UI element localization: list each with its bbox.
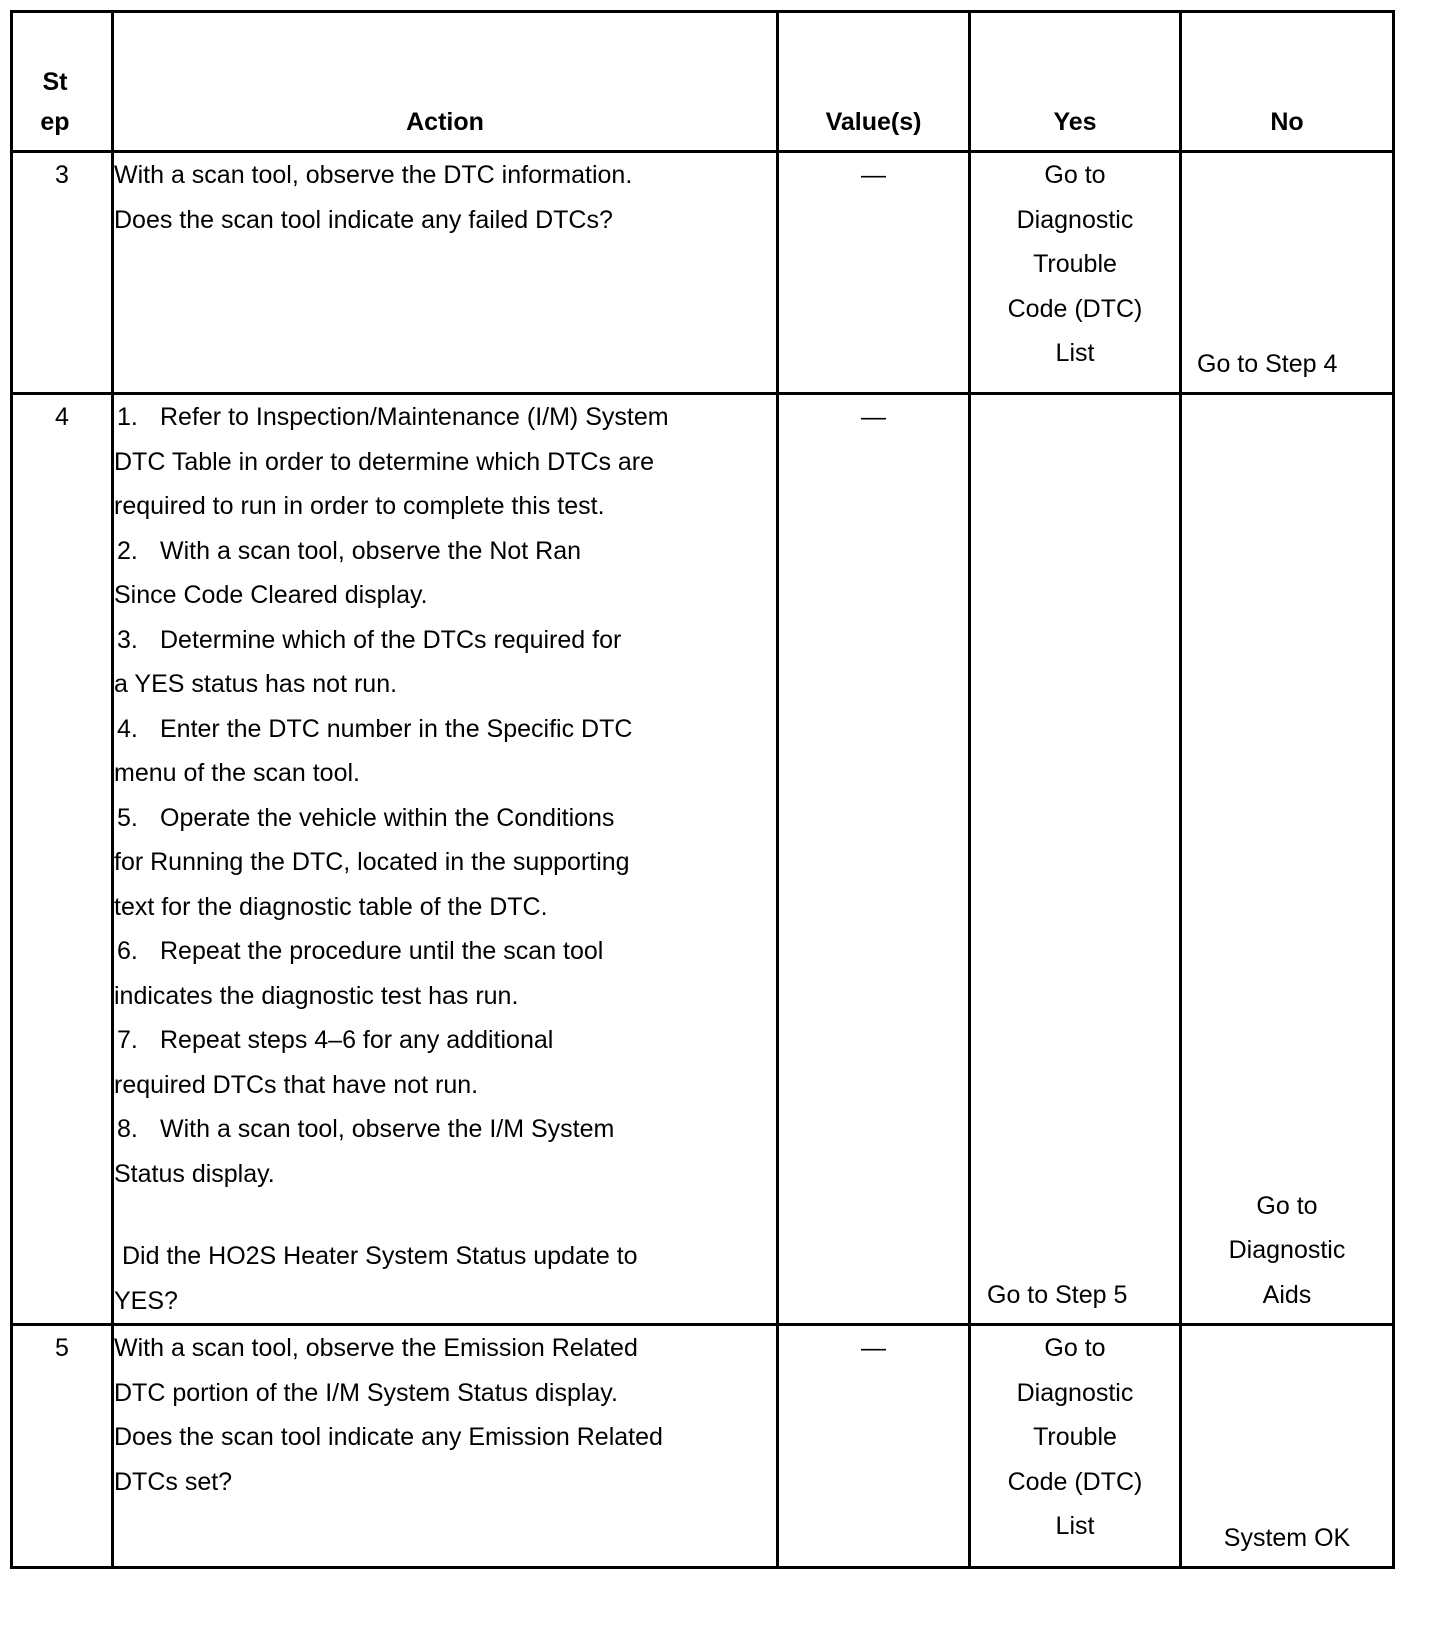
list-item [114, 395, 776, 440]
no-line: Go to [1256, 1191, 1318, 1220]
item-text: required to run in order to complete this test. [114, 492, 605, 520]
item-number: 3. [117, 625, 138, 654]
yes-cell[interactable] [970, 152, 1181, 394]
list-item [114, 929, 776, 974]
action-line: With a scan tool, observe the Emission Related [114, 1334, 638, 1362]
yes-line: Code (DTC) [1007, 294, 1143, 323]
yes-line: Code (DTC) [1007, 1467, 1143, 1496]
value-cell: — [778, 1325, 970, 1568]
table-row [12, 394, 1394, 1325]
list-item [114, 1018, 776, 1063]
no-link[interactable]: Go to Step 4 [1197, 349, 1338, 378]
no-line: Diagnostic [1228, 1236, 1346, 1264]
header-row [12, 12, 1394, 152]
no-cell[interactable] [1181, 152, 1394, 394]
table-row [12, 152, 1394, 394]
list-item [114, 618, 776, 663]
action-line: With a scan tool, observe the DTC information. [114, 161, 633, 189]
action-cell [113, 1325, 778, 1568]
item-text: DTC Table in order to determine which DTCs are [114, 447, 655, 476]
no-link[interactable] [1182, 1184, 1392, 1318]
step-number: 4 [12, 394, 113, 1325]
item-text: Repeat the procedure until the scan tool [160, 937, 604, 965]
yes-line: Go to [1044, 161, 1106, 189]
no-line: Aids [1262, 1280, 1312, 1309]
item-text: menu of the scan tool. [114, 759, 360, 787]
table-row [12, 1325, 1394, 1568]
item-text: Operate the vehicle within the Conditions [160, 803, 615, 832]
item-text: text for the diagnostic table of the DTC. [114, 892, 548, 921]
diagnostic-table [10, 10, 1395, 1569]
item-text: for Running the DTC, located in the supporting [114, 848, 630, 876]
item-text: Since Code Cleared display. [114, 581, 428, 609]
value-cell: — [778, 152, 970, 394]
action-cell [113, 394, 778, 1325]
item-text: required DTCs that have not run. [114, 1070, 479, 1099]
item-text: Repeat steps 4–6 for any additional [160, 1026, 554, 1054]
item-text: With a scan tool, observe the I/M System [160, 1115, 615, 1143]
item-number: 8. [117, 1115, 138, 1143]
item-number: 7. [117, 1026, 138, 1054]
list-item [114, 1107, 776, 1152]
item-number: 6. [117, 937, 138, 965]
item-number: 4. [117, 714, 138, 743]
header-step-line1: St [42, 68, 68, 96]
yes-line: List [1055, 339, 1095, 367]
value-cell: — [778, 394, 970, 1325]
item-number: 1. [117, 403, 138, 431]
yes-line: List [1055, 1512, 1095, 1540]
action-line: Does the scan tool indicate any Emission Related [114, 1423, 663, 1451]
question-line: YES? [114, 1286, 178, 1315]
item-text: a YES status has not run. [114, 670, 398, 698]
list-item [114, 707, 776, 752]
item-text: Determine which of the DTCs required for [160, 625, 622, 654]
question-line: Did the HO2S Heater System Status update to [122, 1242, 638, 1270]
yes-line: Diagnostic [1016, 1378, 1134, 1407]
action-cell [113, 152, 778, 394]
list-item [114, 529, 776, 574]
action-line: DTC portion of the I/M System Status display. [114, 1378, 618, 1407]
item-text: Refer to Inspection/Maintenance (I/M) System [160, 403, 669, 431]
list-item [114, 796, 776, 841]
header-no: No [1181, 12, 1394, 152]
yes-link[interactable]: Go to Step 5 [987, 1280, 1128, 1309]
item-text: Enter the DTC number in the Specific DTC [160, 714, 633, 743]
no-link[interactable]: System OK [1223, 1523, 1351, 1552]
action-line: DTCs set? [114, 1467, 233, 1496]
header-step [12, 12, 113, 152]
header-action: Action [113, 12, 778, 152]
no-cell[interactable] [1181, 394, 1394, 1325]
yes-line: Trouble [1033, 1423, 1117, 1451]
yes-line: Diagnostic [1016, 205, 1134, 234]
item-number: 2. [117, 536, 138, 565]
item-text: With a scan tool, observe the Not Ran [160, 536, 582, 565]
item-number: 5. [117, 803, 138, 832]
step-number: 3 [12, 152, 113, 394]
yes-line: Trouble [1033, 250, 1117, 278]
no-cell[interactable] [1181, 1325, 1394, 1568]
item-text: Status display. [114, 1159, 275, 1188]
step-number: 5 [12, 1325, 113, 1568]
yes-line: Go to [1044, 1334, 1106, 1362]
header-values: Value(s) [778, 12, 970, 152]
spacer [114, 1196, 776, 1234]
header-yes: Yes [970, 12, 1181, 152]
item-text: indicates the diagnostic test has run. [114, 981, 519, 1010]
yes-cell[interactable] [970, 394, 1181, 1325]
header-step-line2: ep [40, 108, 70, 136]
action-line: Does the scan tool indicate any failed DTCs? [114, 205, 613, 234]
yes-cell[interactable] [970, 1325, 1181, 1568]
